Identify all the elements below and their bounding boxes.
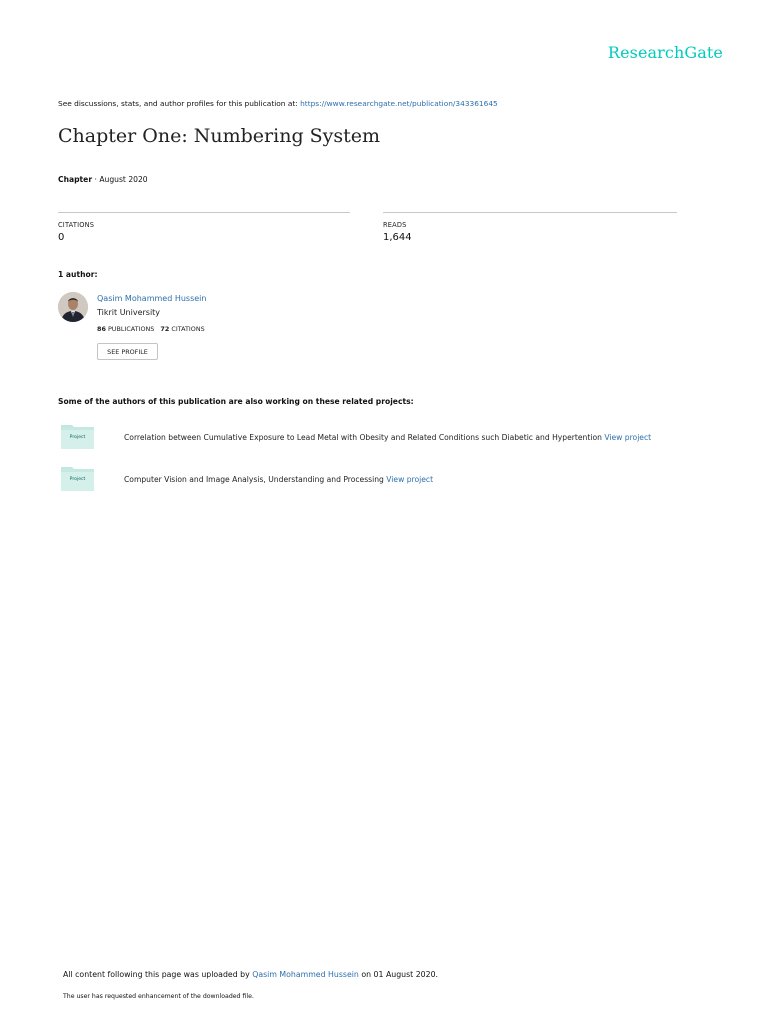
researchgate-logo[interactable]: ResearchGate — [607, 43, 723, 62]
citations-stat — [58, 212, 350, 243]
publication-date: August 2020 — [99, 175, 148, 184]
author-citations-label: CITATIONS — [171, 325, 205, 333]
enhancement-note: The user has requested enhancement of the downloaded file. — [63, 993, 254, 1000]
author-publications-count: 86 — [97, 325, 106, 333]
project-title — [124, 433, 651, 442]
uploader-link[interactable]: Qasim Mohammed Hussein — [252, 970, 359, 979]
author-name-link[interactable]: Qasim Mohammed Hussein — [97, 294, 207, 303]
source-line — [58, 99, 498, 108]
reads-label: READS — [383, 221, 407, 229]
reads-value: 1,644 — [383, 232, 412, 243]
project-title-text: Computer Vision and Image Analysis, Understanding and Processing — [124, 475, 387, 484]
related-projects-heading: Some of the authors of this publication are also working on these related projects: — [58, 397, 414, 406]
author-avatar[interactable] — [58, 292, 88, 322]
author-citations-count: 72 — [160, 325, 170, 333]
upload-suffix: on 01 August 2020. — [358, 970, 439, 979]
citations-value: 0 — [58, 232, 65, 243]
source-prefix: See discussions, stats, and author profiles for this publication at: — [58, 99, 301, 108]
upload-prefix: All content following this page was uploaded by — [63, 970, 253, 979]
publication-type: Chapter — [58, 175, 93, 184]
view-project-link[interactable]: View project — [604, 433, 652, 442]
authors-heading: 1 author: — [58, 270, 98, 279]
project-thumbnail[interactable] — [61, 424, 94, 449]
meta-separator: · — [92, 175, 100, 184]
see-profile-button[interactable]: SEE PROFILE — [97, 343, 158, 360]
view-project-link[interactable]: View project — [386, 475, 434, 484]
project-title — [124, 475, 433, 484]
author-stats — [97, 325, 205, 333]
publication-url-link[interactable]: https://www.researchgate.net/publication/343361645 — [300, 99, 498, 108]
publication-meta — [58, 175, 148, 184]
project-thumb-label: Project — [69, 435, 86, 440]
project-thumb-label: Project — [69, 477, 86, 482]
publication-title: Chapter One: Numbering System — [58, 125, 381, 147]
project-thumbnail[interactable] — [61, 466, 94, 491]
author-institution: Tikrit University — [97, 308, 161, 317]
author-publications-label: PUBLICATIONS — [107, 325, 155, 333]
reads-stat — [383, 212, 677, 243]
upload-note — [63, 970, 438, 979]
project-title-text: Correlation between Cumulative Exposure to Lead Metal with Obesity and Related Conditions such Diabetic and Hypertention — [124, 433, 605, 442]
citations-label: CITATIONS — [58, 221, 95, 229]
